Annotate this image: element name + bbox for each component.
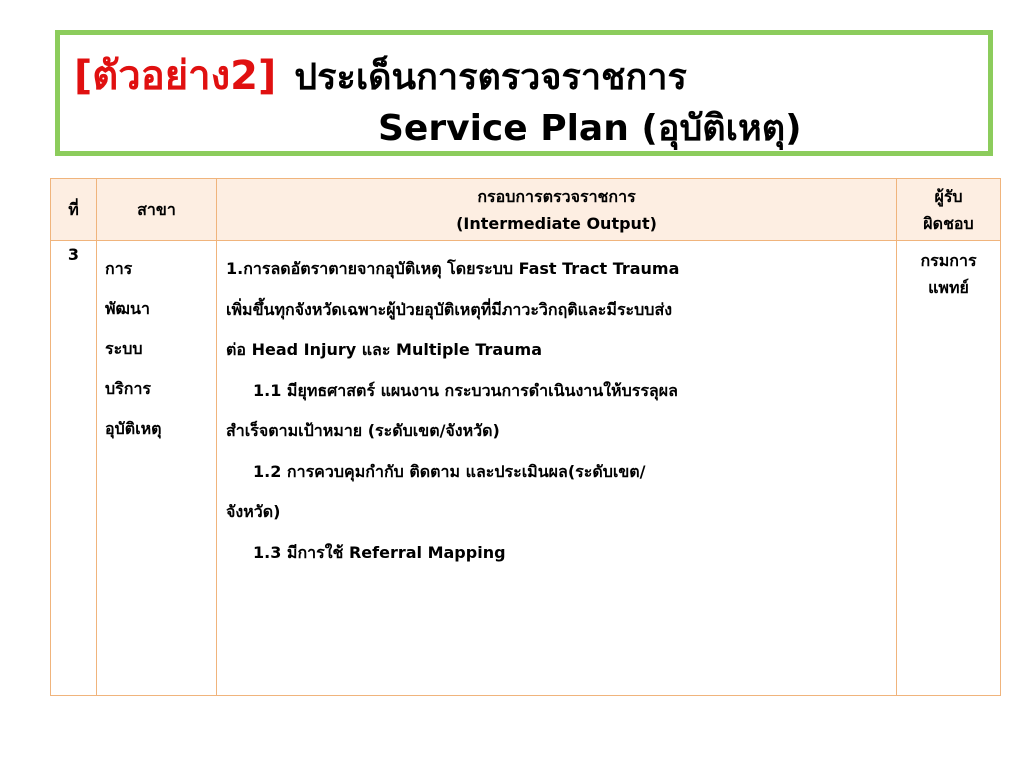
row-framework [217, 241, 897, 696]
table-row [51, 241, 1001, 696]
header-owner-line1: ผู้รับ [934, 186, 963, 206]
row-branch [97, 241, 217, 696]
framework-line: 1.2 การควบคุมกำกับ ติดตาม และประเมินผล(ระดับเขต/ [253, 461, 646, 481]
framework-line: เพิ่มขึ้นทุกจังหวัดเฉพาะผู้ป่วยอุบัติเหตุที่มีภาวะวิกฤติและมีระบบส่ง [226, 299, 673, 319]
branch-line: พัฒนา [105, 299, 150, 318]
framework-line: 1.1 มียุทธศาสตร์ แผนงาน กระบวนการดำเนินงานให้บรรลุผล [253, 380, 678, 400]
title-line-1 [74, 43, 687, 107]
header-no: ที่ [51, 179, 97, 241]
inspection-table [50, 178, 1001, 696]
owner-line1: กรมการ [920, 251, 977, 270]
framework-line: ต่อ Head Injury และ Multiple Trauma [226, 340, 543, 359]
framework-line: จังหวัด) [226, 502, 281, 521]
framework-line: สำเร็จตามเป้าหมาย (ระดับเขต/จังหวัด) [226, 421, 500, 440]
title-subtitle: Service Plan (อุบัติเหตุ) [378, 108, 802, 149]
framework-line: 1.การลดอัตราตายจากอุบัติเหตุ โดยระบบ Fast Tract Trauma [226, 259, 680, 278]
header-owner [897, 179, 1001, 241]
title-main: ประเด็นการตรวจราชการ [294, 57, 687, 98]
header-owner-line2: ผิดชอบ [923, 213, 974, 233]
row-no: 3 [51, 241, 97, 696]
table-header-row [51, 179, 1001, 241]
row-owner [897, 241, 1001, 696]
owner-line2: แพทย์ [928, 278, 969, 297]
header-framework-line1: กรอบการตรวจราชการ [477, 186, 636, 206]
title-tag: [ตัวอย่าง2] [74, 53, 277, 99]
branch-line: บริการ [105, 379, 152, 398]
branch-line: การ [105, 259, 133, 278]
header-branch: สาขา [97, 179, 217, 241]
branch-line: อุบัติเหตุ [105, 419, 162, 438]
header-framework-line2: (Intermediate Output) [456, 213, 657, 233]
header-framework [217, 179, 897, 241]
framework-line: 1.3 มีการใช้ Referral Mapping [253, 542, 506, 562]
branch-line: ระบบ [105, 339, 143, 358]
title-box [55, 30, 993, 156]
